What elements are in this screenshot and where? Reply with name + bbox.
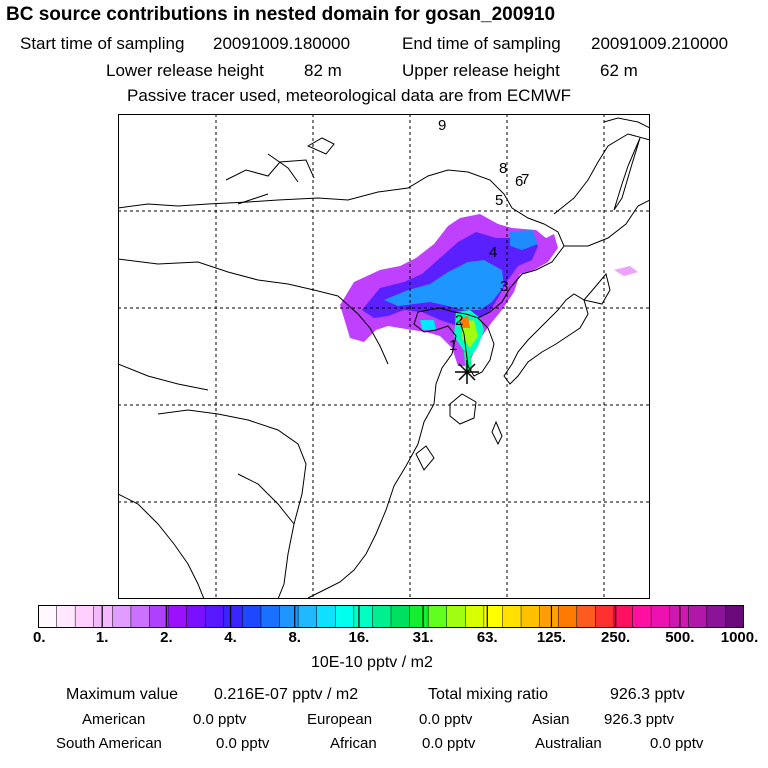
color-scale-cell	[558, 605, 577, 628]
color-scale-cell	[725, 605, 744, 628]
color-scale-cell	[242, 605, 261, 628]
european-label: European	[307, 711, 373, 728]
color-scale-cell	[94, 605, 113, 628]
upper-release-label: Upper release height	[402, 61, 560, 80]
color-scale-cell	[75, 605, 94, 628]
asian-label: Asian	[532, 711, 570, 728]
start-time-label: Start time of sampling	[20, 34, 185, 53]
tracer-note: Passive tracer used, meteorological data are from ECMWF	[127, 86, 572, 105]
color-scale-cell	[391, 605, 410, 628]
south-american-label: South American	[56, 735, 162, 752]
color-scale-cell	[372, 605, 391, 628]
trajectory-label-7: 7	[521, 171, 530, 188]
lower-release-value: 82 m	[304, 61, 342, 80]
color-scale-tick-label: 16.	[348, 629, 370, 646]
color-scale-bar	[38, 605, 744, 628]
color-scale-cell	[502, 605, 521, 628]
color-scale-cell	[354, 605, 373, 628]
color-scale-cell	[335, 605, 354, 628]
color-scale-tick-label: 1.	[95, 629, 109, 646]
color-scale-cell	[447, 605, 466, 628]
trajectory-label-4: 4	[489, 244, 498, 261]
color-scale-cell	[707, 605, 726, 628]
american-label: American	[82, 711, 146, 728]
color-scale-cell	[465, 605, 484, 628]
color-scale-cell	[187, 605, 206, 628]
color-scale-cell	[261, 605, 280, 628]
color-scale-tick-label: 2.	[160, 629, 173, 646]
color-scale-cell	[57, 605, 76, 628]
color-scale-cell	[298, 605, 317, 628]
trajectory-label-6: 6	[515, 173, 524, 190]
color-scale-cell	[521, 605, 540, 628]
color-scale-cell	[688, 605, 707, 628]
trajectory-label-8: 8	[499, 160, 508, 177]
end-time-label: End time of sampling	[402, 34, 561, 53]
color-scale-cell	[577, 605, 596, 628]
color-scale-tick-label: 31.	[412, 629, 434, 646]
color-scale-tick-label: 250.	[601, 629, 631, 646]
trajectory-label-9: 9	[438, 117, 447, 134]
map-frame	[119, 115, 650, 599]
color-scale-tick-label: 500.	[665, 629, 695, 646]
lower-release-label: Lower release height	[106, 61, 264, 80]
total-mixing-value: 926.3 pptv	[610, 686, 685, 703]
trajectory-label-1: 1	[449, 337, 458, 354]
color-scale-cell	[224, 605, 243, 628]
trajectory-label-3: 3	[500, 278, 509, 295]
color-scale-tick-label: 4.	[224, 629, 237, 646]
color-scale-tick-label: 8.	[288, 629, 301, 646]
south-american-value: 0.0 pptv	[216, 735, 270, 752]
color-scale-cell	[131, 605, 150, 628]
color-scale-cell	[614, 605, 633, 628]
color-scale-cell	[280, 605, 299, 628]
map-panel	[118, 114, 650, 599]
end-time-value: 20091009.210000	[591, 34, 729, 53]
asian-value: 926.3 pptv	[604, 711, 675, 728]
max-value: 0.216E-07 pptv / m2	[214, 686, 359, 703]
european-value: 0.0 pptv	[419, 711, 473, 728]
australian-label: Australian	[535, 735, 602, 752]
color-scale-cell	[168, 605, 187, 628]
african-value: 0.0 pptv	[422, 735, 476, 752]
color-scale-cell	[317, 605, 336, 628]
color-scale-cell	[595, 605, 614, 628]
color-scale-cell	[428, 605, 447, 628]
color-scale-tick-label: 125.	[536, 629, 567, 646]
color-scale-unit: 10E-10 pptv / m2	[311, 654, 433, 671]
color-scale-cell	[651, 605, 670, 628]
trajectory-label-5: 5	[495, 192, 504, 209]
color-scale-tick-label: 63.	[476, 629, 498, 646]
upper-release-value: 62 m	[600, 61, 638, 80]
color-scale-cell	[633, 605, 652, 628]
color-scale-tick-label: 0.	[32, 629, 46, 646]
color-scale-cell	[112, 605, 131, 628]
color-scale-cell	[38, 605, 57, 628]
african-label: African	[330, 735, 377, 752]
color-scale-cell	[149, 605, 168, 628]
plot-title: BC source contributions in nested domain for gosan_200910	[6, 4, 556, 25]
max-value-label: Maximum value	[66, 686, 179, 703]
color-scale-cell	[670, 605, 689, 628]
total-mixing-label: Total mixing ratio	[428, 686, 549, 703]
color-scale-cell	[540, 605, 559, 628]
color-scale-tick-label: 1000.	[720, 629, 759, 646]
trajectory-label-2: 2	[455, 312, 464, 329]
color-scale-cell	[410, 605, 429, 628]
american-value: 0.0 pptv	[193, 711, 247, 728]
color-scale-cell	[205, 605, 224, 628]
map-svg	[118, 114, 650, 599]
australian-value: 0.0 pptv	[650, 735, 704, 752]
start-time-value: 20091009.180000	[213, 34, 351, 53]
